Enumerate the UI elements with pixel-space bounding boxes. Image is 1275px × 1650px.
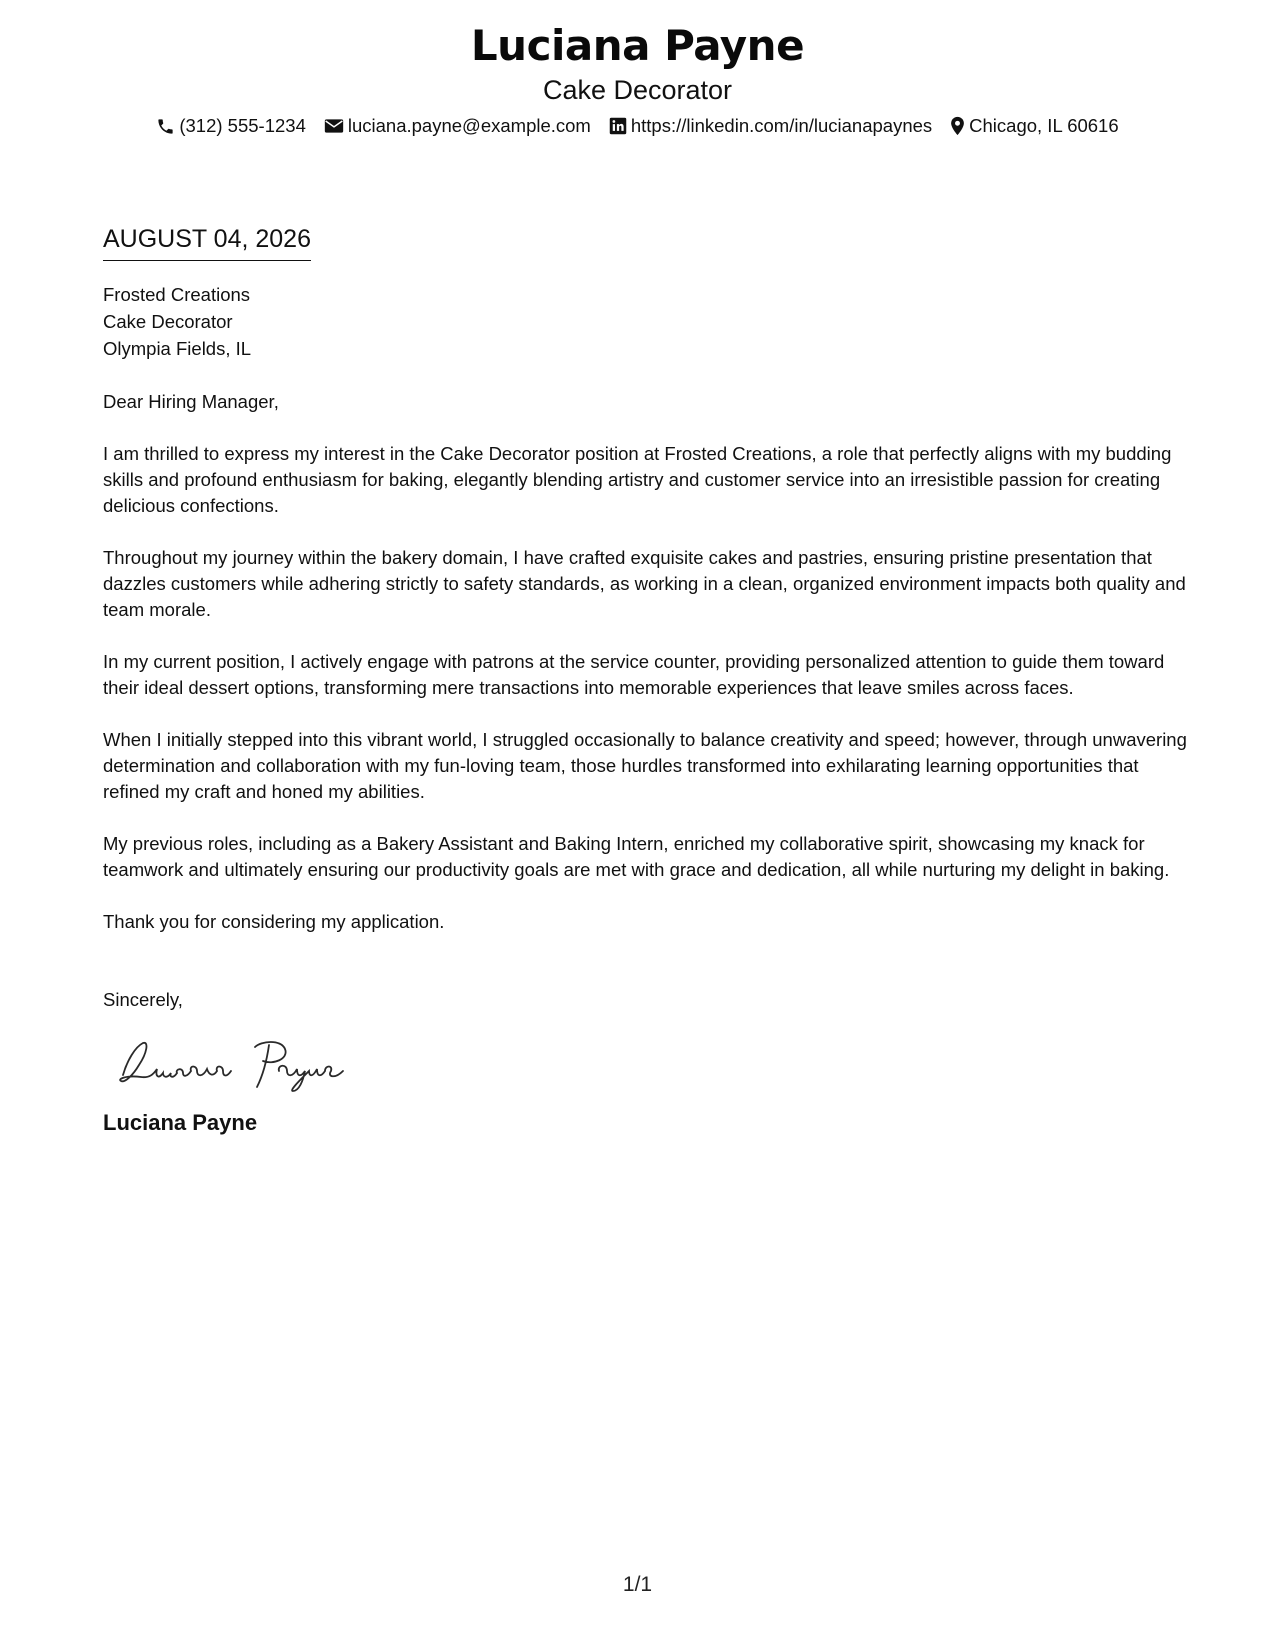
paragraph: When I initially stepped into this vibrant world, I struggled occasionally to balance creativity and speed; however, through unwavering determination and collaboration with my fun-loving team, those hurdles transformed into exhilarating learning opportunities that refined my craft and honed my abilities. xyxy=(103,729,1187,802)
contact-bar xyxy=(0,114,1275,138)
paragraph: I am thrilled to express my interest in the Cake Decorator position at Frosted Creations, a role that perfectly aligns with my budding skills and profound enthusiasm for baking, elegantly blending artistry and customer service into an irresistible passion for creating delicious confections. xyxy=(103,443,1172,516)
location-text: Chicago, IL 60616 xyxy=(969,115,1119,136)
letter-paragraphs xyxy=(103,441,1188,935)
page-number: 1/1 xyxy=(622,1573,653,1596)
phone-number: (312) 555-1234 xyxy=(179,115,306,136)
recipient-location: Olympia Fields, IL xyxy=(103,338,252,359)
closing: Sincerely, xyxy=(103,989,183,1010)
phone-icon xyxy=(156,117,175,136)
envelope-icon xyxy=(324,117,344,135)
signature-image xyxy=(113,1031,373,1095)
applicant-name: Luciana Payne xyxy=(470,21,805,70)
map-pin-icon xyxy=(950,116,965,136)
applicant-title: Cake Decorator xyxy=(542,75,733,105)
linkedin-url[interactable]: https://linkedin.com/in/lucianapaynes xyxy=(630,115,933,136)
email-address[interactable]: luciana.payne@example.com xyxy=(347,115,591,136)
paragraph: In my current position, I actively engage with patrons at the service counter, providing personalized attention to guide them toward their ideal dessert options, transforming mere transactions into memorable experiences that leave smiles across faces. xyxy=(103,651,1165,698)
recipient-position: Cake Decorator xyxy=(103,311,233,332)
paragraph: Throughout my journey within the bakery domain, I have crafted exquisite cakes and pastries, ensuring pristine presentation that dazzles customers while adhering strictly to safety standards, as working in a clean, organized environment impacts both quality and team morale. xyxy=(103,547,1186,620)
letter-header xyxy=(0,18,1275,138)
signer-name: Luciana Payne xyxy=(103,1110,258,1135)
salutation: Dear Hiring Manager, xyxy=(103,391,279,412)
letter-date: AUGUST 04, 2026 xyxy=(103,222,311,261)
recipient-block xyxy=(103,281,1188,362)
contact-email[interactable] xyxy=(324,114,591,138)
paragraph: Thank you for considering my application. xyxy=(103,911,445,932)
contact-linkedin[interactable] xyxy=(609,114,932,138)
recipient-company: Frosted Creations xyxy=(103,284,251,305)
linkedin-icon xyxy=(609,117,627,135)
letter-body xyxy=(103,222,1188,1137)
paragraph: My previous roles, including as a Bakery Assistant and Baking Intern, enriched my collaborative spirit, showcasing my knack for teamwork and ultimately ensuring our productivity goals are met with grace and dedication, all while nurturing my delight in baking. xyxy=(103,833,1170,880)
contact-location xyxy=(950,114,1118,138)
handwritten-signature xyxy=(113,1031,1188,1095)
contact-phone xyxy=(156,114,306,138)
